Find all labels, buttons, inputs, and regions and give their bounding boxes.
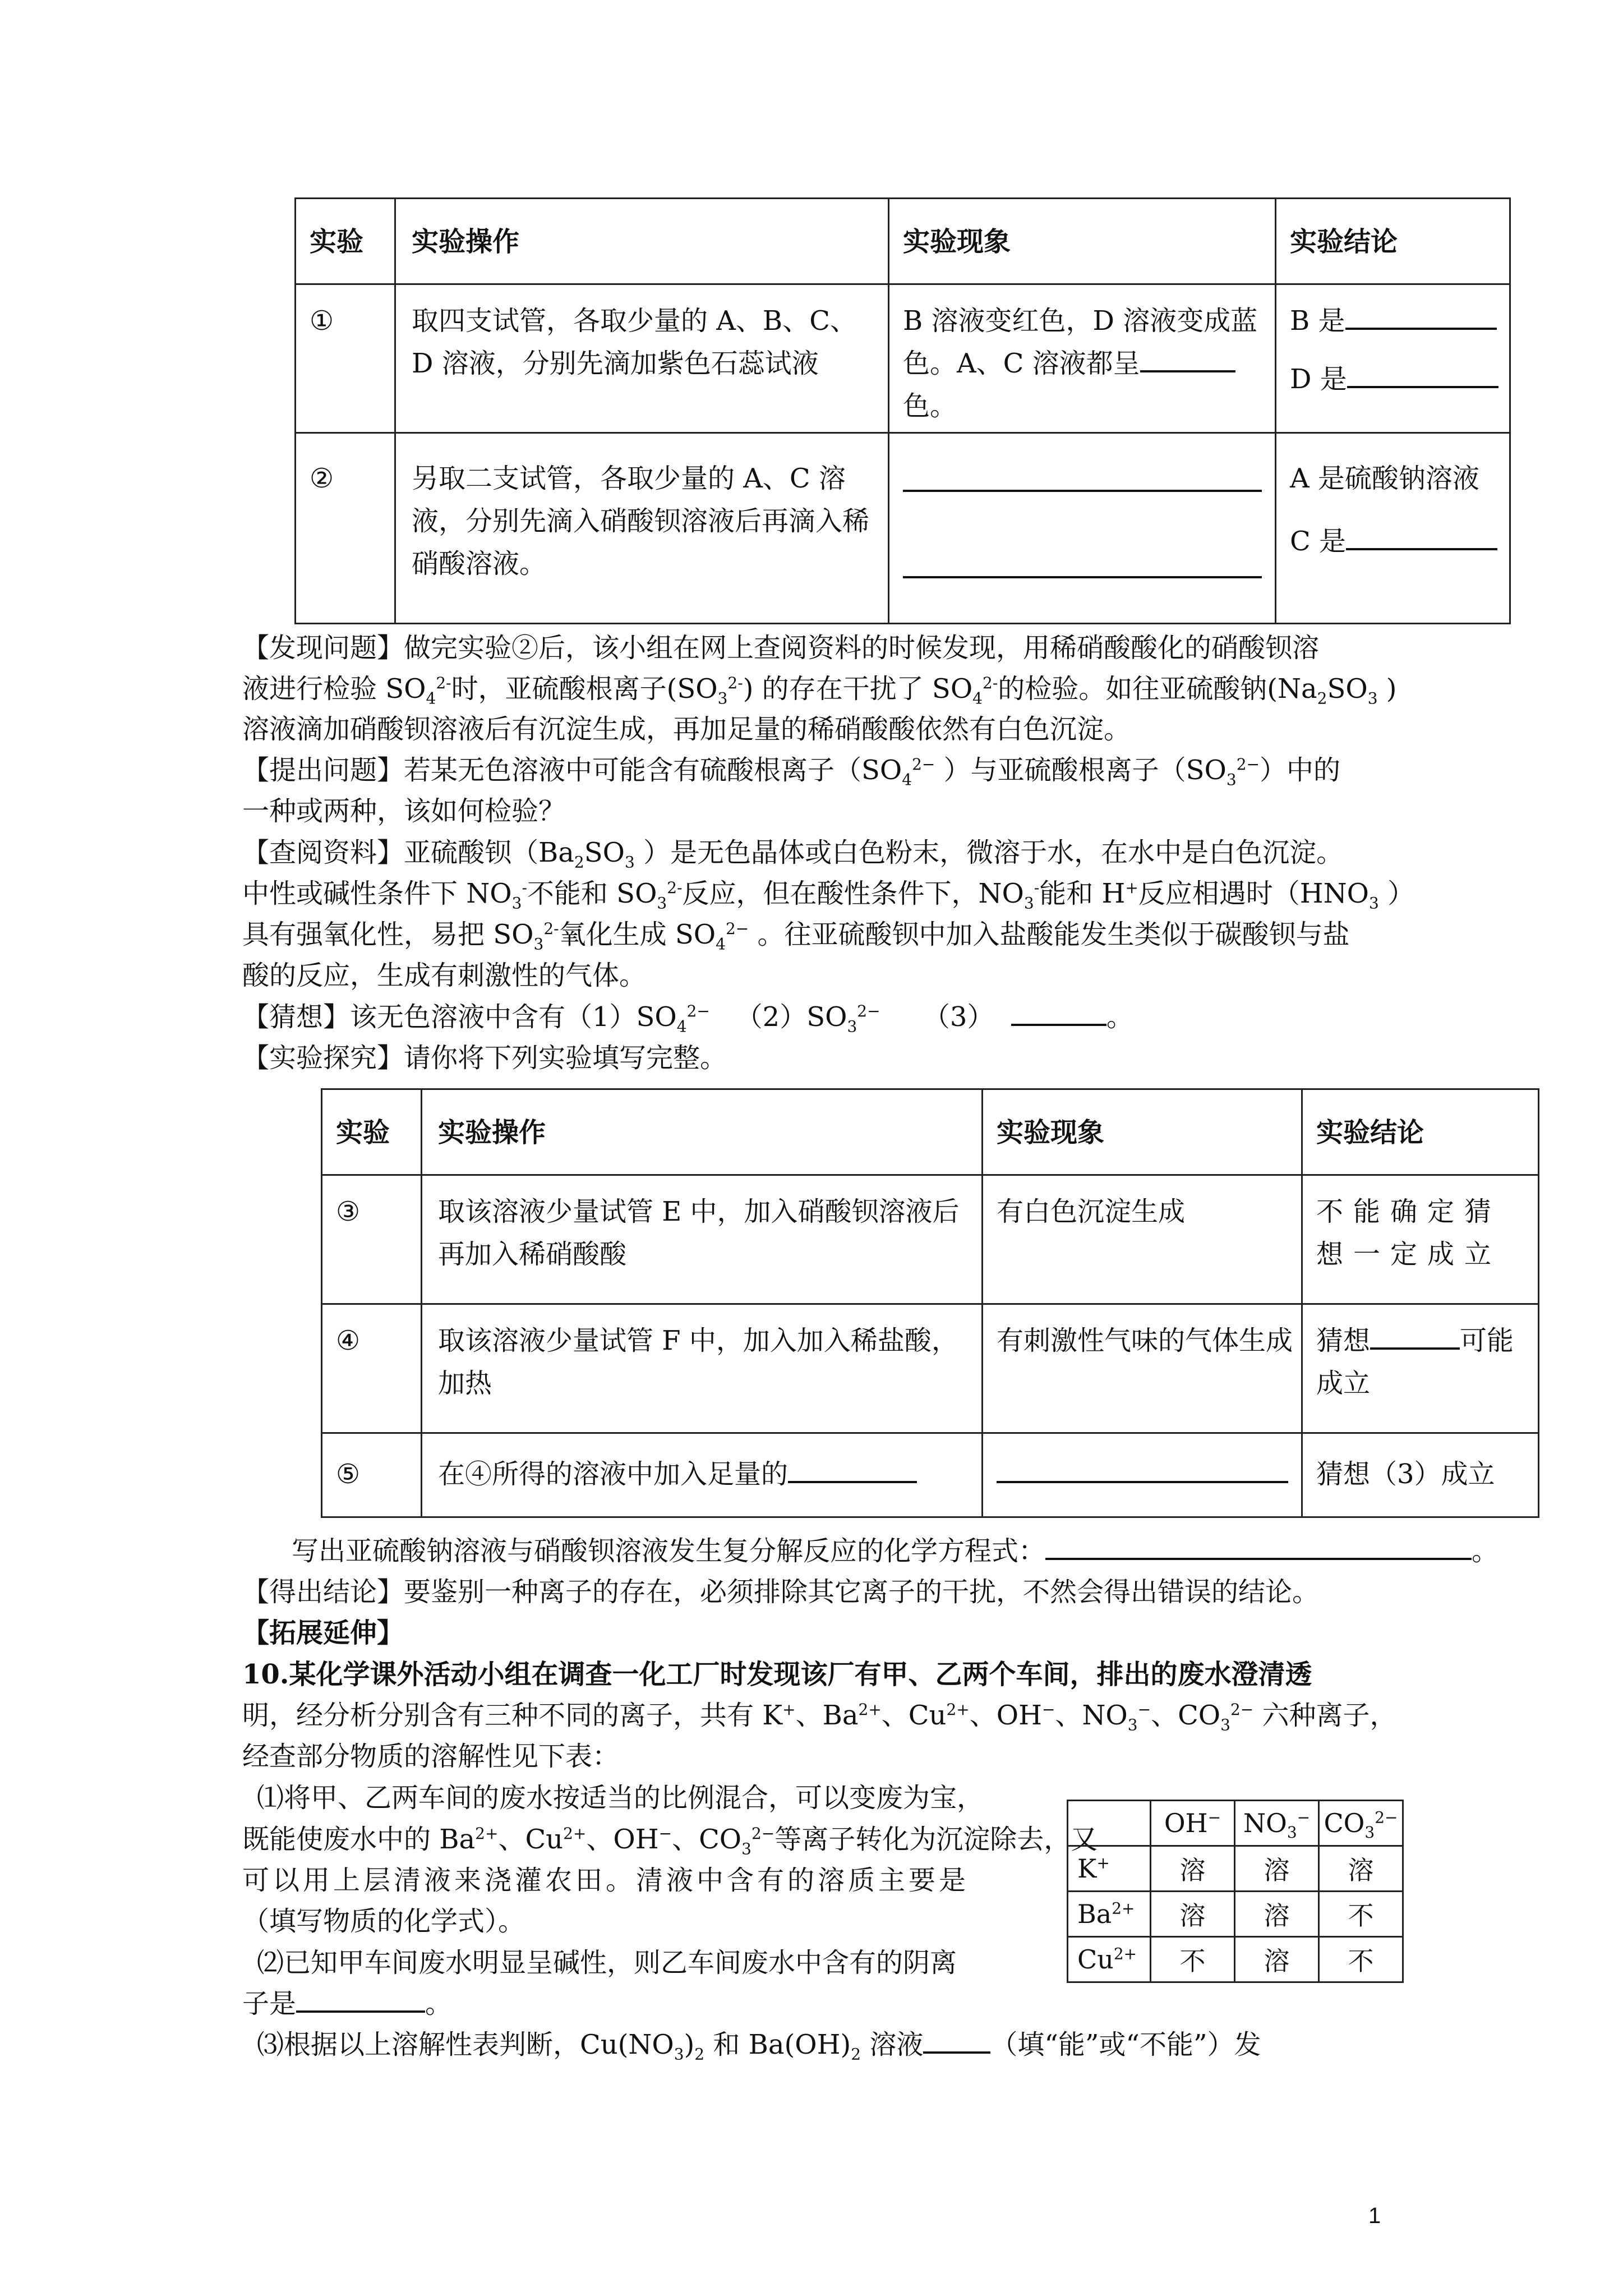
header-cell: 实验结论 (1302, 1089, 1539, 1175)
table-row (296, 433, 1510, 624)
table-row (322, 1304, 1539, 1433)
phenomenon-tail: 色。 (903, 390, 957, 422)
header-cell: 实验 (322, 1089, 422, 1175)
conclusion-cell: 猜想（3）成立 (1302, 1433, 1539, 1517)
paragraph-line: 经查部分物质的溶解性见下表： (242, 1741, 620, 1772)
operation-cell: 取该溶液少量试管 E 中，加入硝酸钡溶液后再加入稀硝酸酸 (422, 1175, 983, 1304)
paragraph-line: 具有强氧化性，易把 $SO_3^{2-}$氧化生成 $SO_4^{2-}$ 。往亚硫酸钡中加入盐酸能发生类似于碳酸钡与盐 (242, 919, 1350, 954)
conclusion-cell (1276, 284, 1510, 433)
phenomenon-cell (889, 433, 1276, 624)
answer-blank[interactable] (1140, 348, 1235, 372)
conclusion-label: D 是 (1290, 364, 1347, 395)
conclusion-cell: 猜想 可能成立 (1302, 1304, 1539, 1433)
header-cell: 实验操作 (422, 1089, 983, 1175)
row-id: ② (296, 433, 395, 624)
row-header: K+ (1068, 1846, 1151, 1892)
table-row (296, 199, 1510, 284)
column-header: $NO_3^-$ (1235, 1801, 1319, 1846)
operation-cell: 另取二支试管，各取少量的 A、C 溶液，分别先滴入硝酸钡溶液后再滴入稀硝酸溶液。 (395, 433, 889, 624)
answer-blank[interactable] (788, 1458, 917, 1483)
paragraph-line: 子是 。 (242, 1988, 453, 2019)
answer-blank[interactable] (1347, 364, 1498, 388)
row-header: $Ba^{2+}$ (1068, 1892, 1151, 1937)
table-cell: 不 (1319, 1892, 1403, 1937)
operation-cell: 取四支试管，各取少量的 A、B、C、D 溶液，分别先滴加紫色石蕊试液 (395, 284, 889, 433)
table-cell: 溶 (1235, 1892, 1319, 1937)
paragraph-line: 【查阅资料】亚硫酸钡（$Ba_2SO_3$ ）是无色晶体或白色粉末，微溶于水，在水中是白色沉淀。 (242, 837, 1344, 872)
solubility-table (1067, 1800, 1404, 1983)
paragraph-line: 【发现问题】做完实验②后，该小组在网上查阅资料的时候发现，用稀硝酸酸化的硝酸钡溶 (242, 632, 1320, 664)
paragraph-line: 中性或碱性条件下 $NO_3^-$不能和 $SO_3^{2-}$反应，但在酸性条件下，$NO_3^-$能和 H+反应相遇时（$HNO_3$ ） (242, 878, 1415, 913)
phenomenon-text: B 溶液变红色，D 溶液变成蓝色。A、C 溶液都呈 (903, 305, 1258, 379)
conclusion-cell (1276, 433, 1510, 624)
operation-cell: 取该溶液少量试管 F 中，加入加入稀盐酸，加热 (422, 1304, 983, 1433)
table-cell: 不 (1319, 1937, 1403, 1982)
table-cell: 溶 (1319, 1846, 1403, 1892)
paragraph-line: ⑶根据以上溶解性表判断，$Cu(NO_3)_2$ 和 $Ba(OH)_2$ 溶液 （填“能”或“不能”）发 (257, 2029, 1261, 2064)
paragraph-line: ⑴将甲、乙两车间的废水按适当的比例混合，可以变废为宝， (257, 1782, 984, 1814)
phenomenon-cell (983, 1433, 1302, 1517)
paragraph-line: 既能使废水中的 $Ba^{2+}$、$Cu^{2+}$、OH−、$CO_3^{2-}$等离子转化为沉淀除去，又 (242, 1824, 1098, 1858)
answer-blank[interactable] (1011, 1001, 1106, 1026)
answer-blank[interactable] (1370, 1325, 1460, 1350)
row-id: ① (296, 284, 395, 433)
experiment-table-1 (294, 197, 1511, 624)
table-row (322, 1089, 1539, 1175)
table-row (322, 1175, 1539, 1304)
header-cell: 实验现象 (983, 1089, 1302, 1175)
operation-cell: 在④所得的溶液中加入足量的 (422, 1433, 983, 1517)
paragraph-line: （填写物质的化学式）。 (242, 1906, 525, 1937)
paragraph-line: 【猜想】该无色溶液中含有$(1)SO_4^{2-}$ $(2)SO_3^{2-}$ （3） 。 (242, 1001, 1133, 1036)
table-cell: 溶 (1235, 1846, 1319, 1892)
table-row (1068, 1801, 1403, 1846)
table-cell: 溶 (1235, 1937, 1319, 1982)
answer-blank[interactable] (1345, 305, 1497, 330)
experiment-table-2 (321, 1088, 1539, 1518)
paragraph-line: 一种或两种，该如何检验？ (242, 795, 566, 827)
header-cell: 实验现象 (889, 199, 1276, 284)
conclusion-cell: 不能确定猜想一定成立 (1302, 1175, 1539, 1304)
paragraph-line: ⑵已知甲车间废水明显呈碱性，则乙车间废水中含有的阴离 (257, 1947, 957, 1978)
conclusion-label: A 是硫酸钠溶液 (1290, 463, 1479, 494)
conclusion-label: B 是 (1290, 305, 1345, 337)
phenomenon-cell: 有白色沉淀生成 (983, 1175, 1302, 1304)
answer-blank[interactable] (903, 554, 1262, 578)
paragraph-line: 【实验探究】请你将下列实验填写完整。 (242, 1042, 727, 1074)
answer-blank[interactable] (923, 2029, 990, 2054)
row-id: ④ (322, 1304, 422, 1433)
table-cell: 不 (1151, 1937, 1235, 1982)
phenomenon-cell: 有刺激性气味的气体生成 (983, 1304, 1302, 1433)
question-title: 10.某化学课外活动小组在调查一化工厂时发现该厂有甲、乙两个车间，排出的废水澄清透 (242, 1659, 1312, 1690)
header-cell: 实验结论 (1276, 199, 1510, 284)
answer-blank[interactable] (997, 1458, 1288, 1483)
table-row (1068, 1846, 1403, 1892)
row-id: ⑤ (322, 1433, 422, 1517)
table-row (322, 1433, 1539, 1517)
answer-blank[interactable] (296, 1988, 425, 2013)
section-heading: 【拓展延伸】 (242, 1617, 404, 1649)
column-header: $CO_3^{2-}$ (1319, 1801, 1403, 1846)
table-row (1068, 1892, 1403, 1937)
paragraph-line: 【得出结论】要鉴别一种离子的存在，必须排除其它离子的干扰，不然会得出错误的结论。 (242, 1576, 1320, 1608)
answer-blank[interactable] (1346, 526, 1497, 550)
paragraph-line: 酸的反应，生成有刺激性的气体。 (242, 960, 647, 991)
table-row (1068, 1937, 1403, 1982)
paragraph-line: 明，经分析分别含有三种不同的离子，共有 K+、$Ba^{2+}$、$Cu^{2+}$、OH−、$NO_3^-$、$CO_3^{2-}$ 六种离子， (242, 1700, 1397, 1734)
paragraph-line: 【提出问题】若某无色溶液中可能含有硫酸根离子（$SO_4^{2-}$ ）与亚硫酸根离子$(SO_3^{2-})$中的 (242, 754, 1340, 789)
phenomenon-cell (889, 284, 1276, 433)
table-row (296, 284, 1510, 433)
header-cell: 实验操作 (395, 199, 889, 284)
answer-blank[interactable] (903, 467, 1262, 492)
answer-blank[interactable] (1045, 1535, 1472, 1560)
paragraph-line: 可以用上层清液来浇灌农田。清液中含有的溶质主要是 (242, 1865, 970, 1896)
table-cell: 溶 (1151, 1892, 1235, 1937)
column-header: OH− (1151, 1801, 1235, 1846)
page-number: 1 (1368, 2203, 1381, 2228)
paragraph-line: 液进行检验 $SO_4^{2-}$时，亚硫酸根离子$(SO_3^{2-})$ 的存在干扰了 $SO_4^{2-}$的检验。如往亚硫酸钠($Na_2SO_3$ ) (242, 673, 1397, 708)
corner-cell (1068, 1801, 1151, 1846)
row-header: $Cu^{2+}$ (1068, 1937, 1151, 1982)
table-cell: 溶 (1151, 1846, 1235, 1892)
row-id: ③ (322, 1175, 422, 1304)
paragraph-line: 写出亚硫酸钠溶液与硝酸钡溶液发生复分解反应的化学方程式： 。 (292, 1535, 1499, 1567)
conclusion-label: C 是 (1290, 526, 1346, 557)
header-cell: 实验 (296, 199, 395, 284)
paragraph-line: 溶液滴加硝酸钡溶液后有沉淀生成，再加足量的稀硝酸酸依然有白色沉淀。 (242, 714, 1131, 745)
